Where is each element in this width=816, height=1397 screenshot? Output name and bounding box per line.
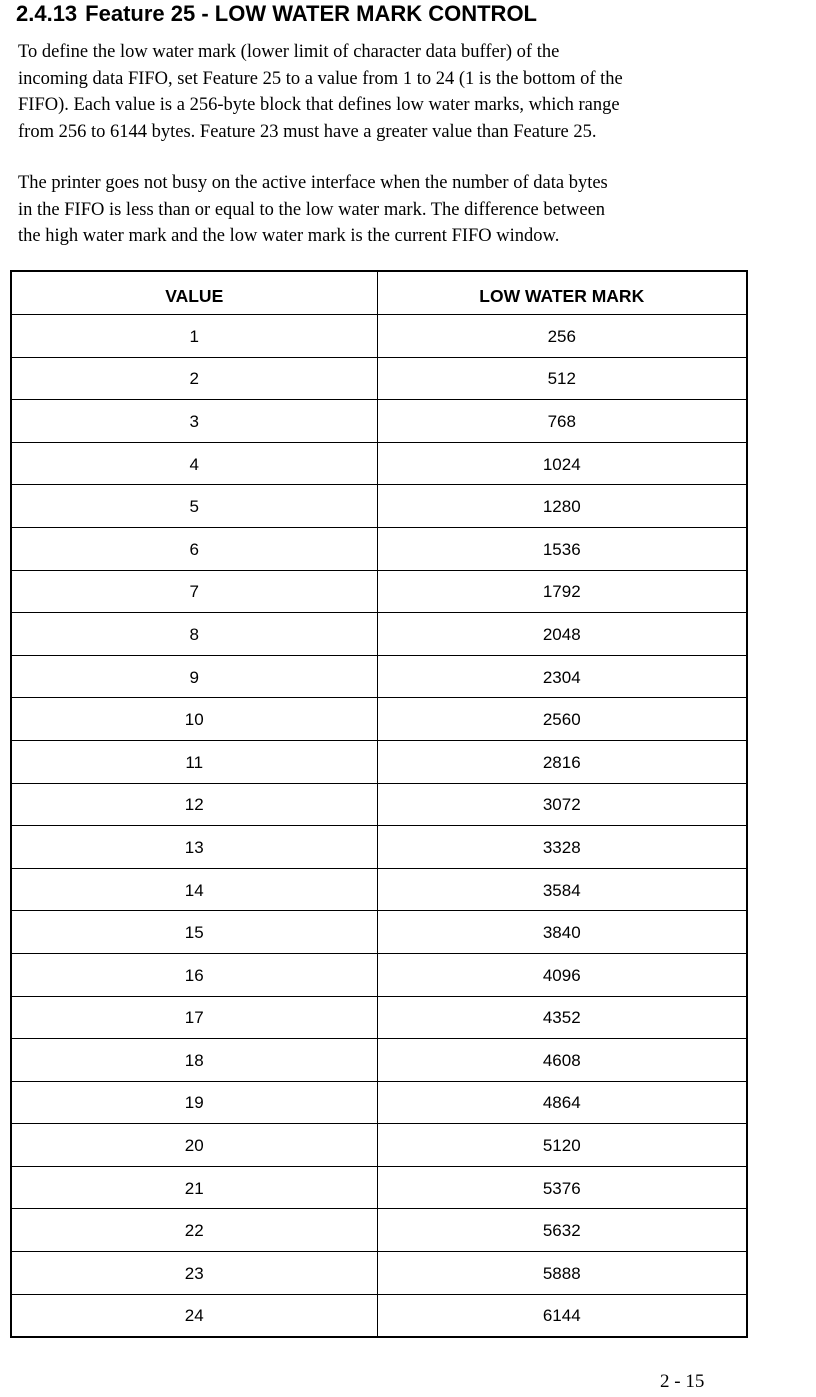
- value-cell: 14: [11, 868, 377, 911]
- low-water-mark-cell: 512: [377, 357, 747, 400]
- table-row: [11, 996, 747, 1039]
- table-row: [11, 315, 747, 358]
- low-water-mark-cell: 4096: [377, 953, 747, 996]
- low-water-mark-cell: 3584: [377, 868, 747, 911]
- table-row: [11, 485, 747, 528]
- table-row: [11, 1294, 747, 1337]
- table-row: [11, 613, 747, 656]
- paragraph-line: from 256 to 6144 bytes. Feature 23 must have a greater value than Feature 25.: [18, 121, 597, 142]
- table-row: [11, 826, 747, 869]
- value-cell: 10: [11, 698, 377, 741]
- value-cell: 18: [11, 1039, 377, 1082]
- paragraph-line: in the FIFO is less than or equal to the low water mark. The difference between: [18, 199, 606, 220]
- table-row: [11, 698, 747, 741]
- table-row: [11, 1081, 747, 1124]
- table-row: [11, 953, 747, 996]
- low-water-mark-cell: 1024: [377, 442, 747, 485]
- column-header-value: VALUE: [11, 271, 377, 315]
- paragraph-line: FIFO). Each value is a 256-byte block that defines low water marks, which range: [18, 95, 620, 115]
- value-cell: 13: [11, 826, 377, 869]
- value-cell: 21: [11, 1166, 377, 1209]
- low-water-mark-cell: 1280: [377, 485, 747, 528]
- value-cell: 24: [11, 1294, 377, 1337]
- low-water-mark-cell: 1536: [377, 527, 747, 570]
- table-row: [11, 1124, 747, 1167]
- table-row: [11, 911, 747, 954]
- table-row: [11, 1039, 747, 1082]
- low-water-mark-cell: 4864: [377, 1081, 747, 1124]
- value-cell: 9: [11, 655, 377, 698]
- low-water-mark-cell: 6144: [377, 1294, 747, 1337]
- table-row: [11, 527, 747, 570]
- value-cell: 7: [11, 570, 377, 613]
- paragraph-line: To define the low water mark (lower limit of character data buffer) of the: [18, 42, 560, 62]
- value-cell: 19: [11, 1081, 377, 1124]
- table-row: [11, 400, 747, 443]
- low-water-mark-cell: 5120: [377, 1124, 747, 1167]
- low-water-mark-cell: 2048: [377, 613, 747, 656]
- paragraph-busy-behavior: [18, 170, 758, 250]
- value-cell: 15: [11, 911, 377, 954]
- low-water-mark-cell: 3072: [377, 783, 747, 826]
- table-header-row: [11, 271, 747, 315]
- table-row: [11, 655, 747, 698]
- table-row: [11, 570, 747, 613]
- value-cell: 11: [11, 740, 377, 783]
- low-water-mark-cell: 5888: [377, 1252, 747, 1295]
- table-row: [11, 442, 747, 485]
- table-row: [11, 1166, 747, 1209]
- value-cell: 4: [11, 442, 377, 485]
- column-header-low-water-mark: LOW WATER MARK: [377, 271, 747, 315]
- table-row: [11, 1252, 747, 1295]
- value-cell: 3: [11, 400, 377, 443]
- low-water-mark-cell: 5632: [377, 1209, 747, 1252]
- value-cell: 16: [11, 953, 377, 996]
- value-cell: 22: [11, 1209, 377, 1252]
- value-cell: 20: [11, 1124, 377, 1167]
- low-water-mark-cell: 4608: [377, 1039, 747, 1082]
- low-water-mark-cell: 1792: [377, 570, 747, 613]
- paragraph-definition: [18, 39, 758, 145]
- value-cell: 5: [11, 485, 377, 528]
- low-water-mark-cell: 256: [377, 315, 747, 358]
- section-title: Feature 25 - LOW WATER MARK CONTROL: [85, 1, 537, 26]
- section-heading: [16, 0, 537, 28]
- table-row: [11, 783, 747, 826]
- low-water-mark-cell: 3840: [377, 911, 747, 954]
- value-cell: 17: [11, 996, 377, 1039]
- value-cell: 6: [11, 527, 377, 570]
- section-number: 2.4.13: [16, 1, 78, 26]
- low-water-mark-cell: 768: [377, 400, 747, 443]
- value-cell: 1: [11, 315, 377, 358]
- table-row: [11, 357, 747, 400]
- page-number: 2 - 15: [660, 1371, 705, 1392]
- low-water-mark-cell: 5376: [377, 1166, 747, 1209]
- low-water-mark-cell: 4352: [377, 996, 747, 1039]
- table-row: [11, 1209, 747, 1252]
- table-row: [11, 868, 747, 911]
- value-cell: 8: [11, 613, 377, 656]
- value-cell: 12: [11, 783, 377, 826]
- low-water-mark-cell: 3328: [377, 826, 747, 869]
- paragraph-line: incoming data FIFO, set Feature 25 to a value from 1 to 24 (1 is the bottom of the: [18, 68, 623, 89]
- value-cell: 2: [11, 357, 377, 400]
- paragraph-line: The printer goes not busy on the active interface when the number of data bytes: [18, 173, 608, 193]
- table-row: [11, 740, 747, 783]
- value-cell: 23: [11, 1252, 377, 1295]
- paragraph-line: the high water mark and the low water mark is the current FIFO window.: [18, 226, 560, 246]
- low-water-mark-cell: 2816: [377, 740, 747, 783]
- low-water-mark-table: [10, 270, 748, 1338]
- low-water-mark-cell: 2560: [377, 698, 747, 741]
- low-water-mark-cell: 2304: [377, 655, 747, 698]
